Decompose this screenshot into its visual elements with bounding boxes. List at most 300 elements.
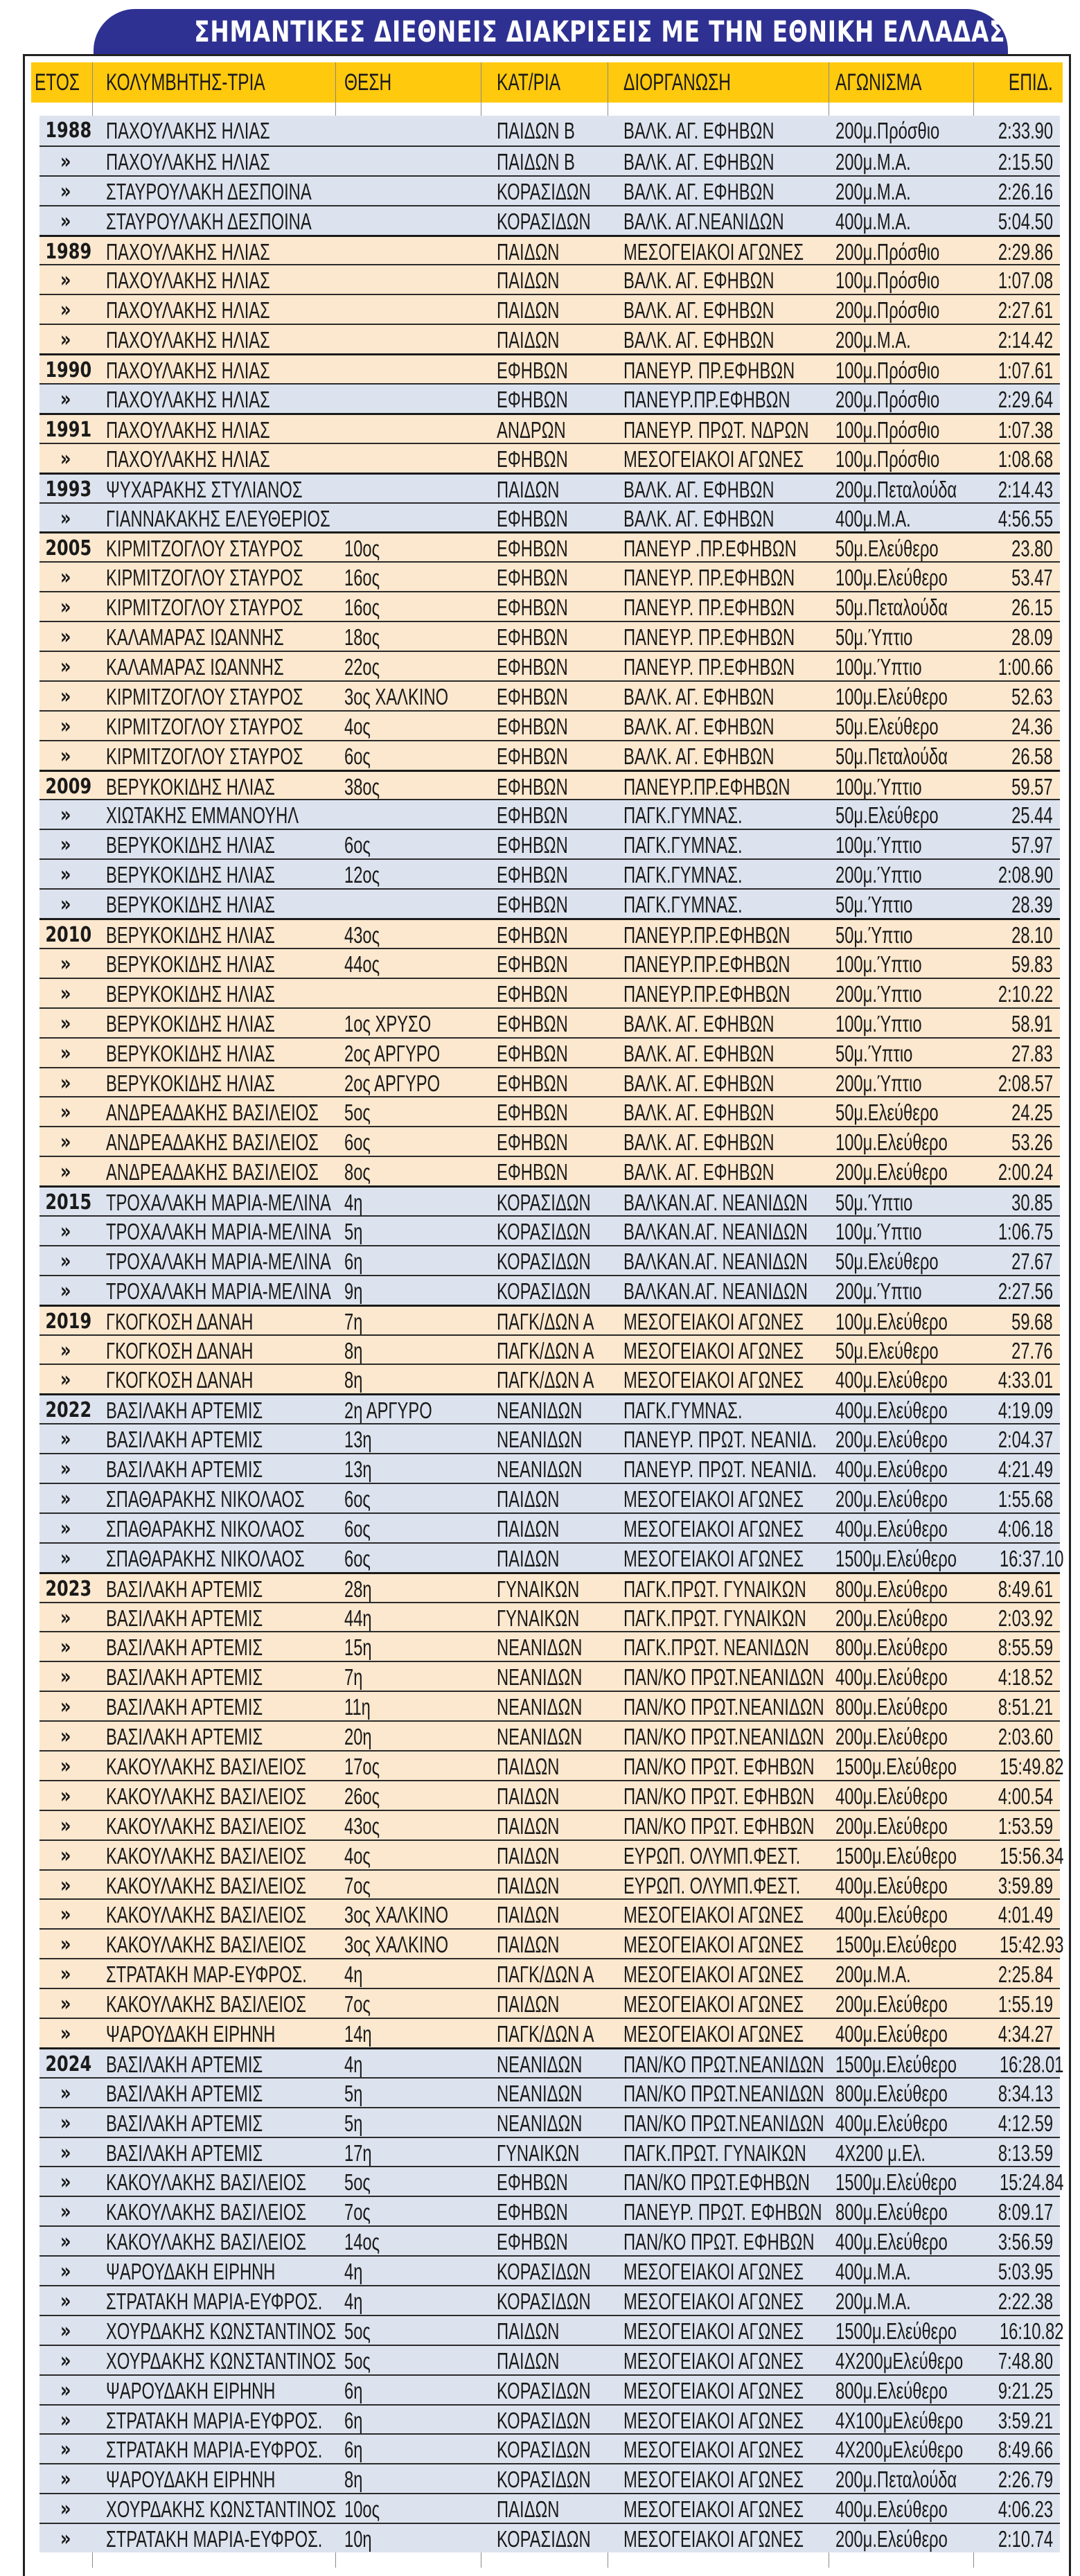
position-cell: 17η xyxy=(344,2140,372,2166)
event-cell: 4Χ200μΕλεύθερο xyxy=(835,2347,964,2374)
category-cell: ΕΦΗΒΩΝ xyxy=(497,445,568,472)
position-cell xyxy=(344,116,483,144)
category-cell: ΚΟΡΑΣΙΔΩΝ xyxy=(497,2467,591,2493)
event-cell: 1500μ.Ελεύθερο xyxy=(835,2051,957,2077)
year-cell: » xyxy=(60,298,71,323)
event-cell: 50μ.Ύπτιο xyxy=(835,1040,913,1066)
organization-cell: ΠΑΝΕΥΡ. ΠΡ.ΕΦΗΒΩΝ xyxy=(623,654,795,680)
event-cell: 200μ.Ελεύθερο xyxy=(835,1159,948,1185)
organization-cell: ΒΑΛΚ. ΑΓ. ΕΦΗΒΩΝ xyxy=(623,743,774,769)
swimmer-cell: ΚΑΚΟΥΛΑΚΗΣ ΒΑΣΙΛΕΙΟΣ xyxy=(106,1932,307,1958)
organization-cell: ΠΑΝΕΥΡ. ΠΡΩΤ. ΝΕΑΝΙΔ. xyxy=(623,1456,817,1483)
event-cell: 100μ.Πρόσθιο xyxy=(835,445,940,472)
event-cell: 400μ.Ελεύθερο xyxy=(835,1456,948,1483)
position-cell: 11η xyxy=(344,1694,371,1720)
organization-cell: ΠΑΓΚ.ΓΥΜΝΑΣ. xyxy=(623,832,743,858)
time-cell: 28.10 xyxy=(1011,922,1053,949)
event-cell: 400μ.Ελεύθερο xyxy=(835,1902,948,1928)
category-cell: ΕΦΗΒΩΝ xyxy=(497,536,568,562)
table-row xyxy=(39,1453,1060,1483)
event-cell: 400μ.Ελεύθερο xyxy=(835,1515,948,1542)
organization-cell: ΒΑΛΚ. ΑΓ. ΕΦΗΒΩΝ xyxy=(623,148,774,175)
header-position: ΘΕΣΗ xyxy=(344,69,392,96)
position-cell: 6η xyxy=(344,2407,363,2433)
table-row xyxy=(39,2018,1060,2047)
year-cell: » xyxy=(60,328,71,353)
table-row xyxy=(39,1393,1060,1423)
table-row xyxy=(39,1572,1060,1602)
time-cell: 26.58 xyxy=(1011,743,1053,769)
swimmer-cell: ΒΕΡΥΚΟΚΙΔΗΣ ΗΛΙΑΣ xyxy=(106,832,275,858)
position-cell: 6ος xyxy=(344,1545,371,1571)
swimmer-cell: ΒΕΡΥΚΟΚΙΔΗΣ ΗΛΙΑΣ xyxy=(106,1040,275,1066)
event-cell: 400μ.Μ.Α. xyxy=(835,505,911,531)
table-row xyxy=(39,1780,1060,1810)
table-row xyxy=(39,205,1060,235)
year-cell: » xyxy=(60,951,71,976)
time-cell: 2:25.84 xyxy=(998,1961,1053,1988)
category-cell: ΠΑΙΔΩΝ xyxy=(497,1753,560,1779)
time-cell: 2:10.74 xyxy=(998,2526,1053,2552)
event-cell: 4Χ100μΕλεύθερο xyxy=(835,2407,964,2433)
organization-cell: ΠΑΝ/ΚΟ ΠΡΩΤ. ΕΦΗΒΩΝ xyxy=(623,1753,815,1779)
event-cell: 200μ.Πρόσθιο xyxy=(835,297,940,324)
table-row xyxy=(39,1305,1060,1334)
position-cell: 9η xyxy=(344,1278,363,1304)
position-cell: 2η ΑΡΓΥΡΟ xyxy=(344,1397,432,1424)
category-cell: ΕΦΗΒΩΝ xyxy=(497,594,568,621)
event-cell: 50μ.Ύπτιο xyxy=(835,1190,913,1216)
category-cell: ΚΟΡΑΣΙΔΩΝ xyxy=(497,2259,591,2285)
position-cell xyxy=(344,444,483,473)
time-cell: 5:03.95 xyxy=(998,2259,1053,2285)
organization-cell: ΠΑΝ/ΚΟ ΠΡΩΤ.ΝΕΑΝΙΔΩΝ xyxy=(623,2080,824,2106)
organization-cell: ΒΑΛΚ. ΑΓ. ΕΦΗΒΩΝ xyxy=(623,178,774,204)
swimmer-cell: ΒΑΣΙΛΑΚΗ ΑΡΤΕΜΙΣ xyxy=(106,1427,263,1453)
position-cell: 13η xyxy=(344,1427,372,1453)
position-cell xyxy=(344,265,483,294)
table-row xyxy=(39,1512,1060,1542)
time-cell: 2:08.90 xyxy=(998,862,1053,888)
table-row xyxy=(39,264,1060,294)
category-cell: ΕΦΗΒΩΝ xyxy=(497,832,568,858)
position-cell: 5η xyxy=(344,1218,363,1244)
time-cell: 8:55.59 xyxy=(998,1634,1053,1661)
swimmer-cell: ΧΙΩΤΑΚΗΣ ΕΜΜΑΝΟΥΗΛ xyxy=(106,802,299,829)
table-row xyxy=(39,591,1060,621)
event-cell: 200μ.Ύπτιο xyxy=(835,1070,922,1096)
table-row xyxy=(39,1096,1060,1126)
organization-cell: ΠΑΝΕΥΡ.ΠΡ.ΕΦΗΒΩΝ xyxy=(623,951,790,977)
category-cell: ΕΦΗΒΩΝ xyxy=(497,1010,568,1036)
table-row xyxy=(39,2374,1060,2404)
swimmer-cell: ΒΑΣΙΛΑΚΗ ΑΡΤΕΜΙΣ xyxy=(106,1664,263,1691)
table-row xyxy=(39,2196,1060,2225)
category-cell: ΠΑΙΔΩΝ xyxy=(497,1545,560,1571)
swimmer-cell: ΣΤΑΥΡΟΥΛΑΚΗ ΔΕΣΠΟΙΝΑ xyxy=(106,178,312,204)
year-cell: » xyxy=(60,1249,71,1273)
swimmer-cell: ΒΕΡΥΚΟΚΙΔΗΣ ΗΛΙΑΣ xyxy=(106,922,275,949)
swimmer-cell: ΒΕΡΥΚΟΚΙΔΗΣ ΗΛΙΑΣ xyxy=(106,1070,275,1096)
swimmer-cell: ΚΑΛΑΜΑΡΑΣ ΙΩΑΝΝΗΣ xyxy=(106,654,284,680)
year-cell: » xyxy=(60,2408,71,2433)
event-cell: 1500μ.Ελεύθερο xyxy=(835,2169,957,2196)
time-cell: 2:22.38 xyxy=(998,2288,1053,2315)
year-cell: 1991 xyxy=(45,417,92,442)
swimmer-cell: ΣΤΡΑΤΑΚΗ ΜΑΡΙΑ-ΕΥΦΡΟΣ. xyxy=(106,2407,323,2433)
category-cell: ΕΦΗΒΩΝ xyxy=(497,922,568,949)
time-cell: 8:09.17 xyxy=(998,2199,1053,2225)
time-cell: 1:55.68 xyxy=(998,1485,1053,1512)
position-cell: 20η xyxy=(344,1724,372,1750)
time-cell: 4:01.49 xyxy=(998,1902,1053,1928)
organization-cell: ΒΑΛΚΑΝ.ΑΓ. ΝΕΑΝΙΔΩΝ xyxy=(623,1248,808,1274)
table-row xyxy=(39,858,1060,888)
organization-cell: ΠΑΝΕΥΡ .ΠΡ.ΕΦΗΒΩΝ xyxy=(623,536,797,562)
header-time: ΕΠΙΔ. xyxy=(1009,69,1053,96)
organization-cell: ΒΑΛΚ. ΑΓ. ΕΦΗΒΩΝ xyxy=(623,1010,774,1036)
event-cell: 200μ.Πρόσθιο xyxy=(835,387,940,413)
position-cell: 43ος xyxy=(344,922,380,949)
event-cell: 100μ.Πρόσθιο xyxy=(835,358,940,384)
position-cell: 38ος xyxy=(344,773,380,800)
organization-cell: ΠΑΝ/ΚΟ ΠΡΩΤ. ΕΦΗΒΩΝ xyxy=(623,2229,815,2255)
category-cell: ΕΦΗΒΩΝ xyxy=(497,505,568,531)
event-cell: 200μ.Ελεύθερο xyxy=(835,2526,948,2552)
category-cell: ΚΟΡΑΣΙΔΩΝ xyxy=(497,2526,591,2552)
swimmer-cell: ΒΕΡΥΚΟΚΙΔΗΣ ΗΛΙΑΣ xyxy=(106,773,275,800)
category-cell: ΝΕΑΝΙΔΩΝ xyxy=(497,2110,583,2136)
time-cell: 15:49.82 xyxy=(999,1753,1064,1779)
swimmer-cell: ΚΑΚΟΥΛΑΚΗΣ ΒΑΣΙΛΕΙΟΣ xyxy=(106,2199,307,2225)
event-cell: 100μ.Ελεύθερο xyxy=(835,683,948,709)
swimmer-cell: ΑΝΔΡΕΑΔΑΚΗΣ ΒΑΣΙΛΕΙΟΣ xyxy=(106,1100,319,1126)
event-cell: 50μ.Ύπτιο xyxy=(835,922,913,949)
table-row xyxy=(39,1275,1060,1305)
year-cell: » xyxy=(60,1100,71,1125)
position-cell xyxy=(344,147,483,175)
event-cell: 100μ.Ύπτιο xyxy=(835,1010,922,1036)
header-organization: ΔΙΟΡΓΑΝΩΣΗ xyxy=(623,69,731,96)
time-cell: 4:56.55 xyxy=(998,505,1053,531)
time-cell: 1:07.38 xyxy=(998,416,1053,443)
year-cell: 2010 xyxy=(45,923,92,948)
category-cell: ΕΦΗΒΩΝ xyxy=(497,802,568,829)
time-cell: 9:21.25 xyxy=(998,2377,1053,2403)
position-cell: 2ος ΑΡΓΥΡΟ xyxy=(344,1040,441,1066)
year-cell: » xyxy=(60,2378,71,2403)
year-cell: » xyxy=(60,625,71,650)
year-cell: 1990 xyxy=(45,358,92,383)
year-cell: » xyxy=(60,149,71,174)
organization-cell: ΠΑΝΕΥΡ. ΠΡ.ΕΦΗΒΩΝ xyxy=(623,624,795,651)
time-cell: 8:51.21 xyxy=(998,1694,1053,1720)
table-row xyxy=(39,443,1060,473)
category-cell: ΕΦΗΒΩΝ xyxy=(497,980,568,1007)
organization-cell: ΜΕΣΟΓΕΙΑΚΟΙ ΑΓΩΝΕΣ xyxy=(623,1515,804,1542)
time-cell: 16:37.10 xyxy=(999,1545,1064,1571)
time-cell: 2:27.56 xyxy=(998,1278,1053,1304)
category-cell: ΕΦΗΒΩΝ xyxy=(497,743,568,769)
organization-cell: ΒΑΛΚ. ΑΓ. ΕΦΗΒΩΝ xyxy=(623,118,774,143)
category-cell: ΚΟΡΑΣΙΔΩΝ xyxy=(497,1278,591,1304)
year-cell: » xyxy=(60,1368,71,1393)
table-row xyxy=(39,621,1060,651)
time-cell: 4:12.59 xyxy=(998,2110,1053,2136)
category-cell: ΝΕΑΝΙΔΩΝ xyxy=(497,2051,583,2077)
table-row xyxy=(39,1750,1064,1780)
position-cell: 7η xyxy=(344,1664,363,1691)
position-cell xyxy=(344,800,483,829)
table-row xyxy=(39,2404,1060,2434)
year-cell: » xyxy=(60,565,71,590)
table-row xyxy=(39,2433,1060,2463)
swimmer-cell: ΒΑΣΙΛΑΚΗ ΑΡΤΕΜΙΣ xyxy=(106,1456,263,1483)
category-cell: ΕΦΗΒΩΝ xyxy=(497,1129,568,1156)
category-cell: ΠΑΙΔΩΝ xyxy=(497,2318,560,2344)
position-cell: 44η xyxy=(344,1605,372,1631)
event-cell: 200μ.Ελεύθερο xyxy=(835,1812,948,1839)
table-row xyxy=(39,531,1060,561)
table-row xyxy=(39,2285,1060,2315)
position-cell: 4η xyxy=(344,2259,363,2285)
category-cell: ΕΦΗΒΩΝ xyxy=(497,654,568,680)
organization-cell: ΜΕΣΟΓΕΙΑΚΟΙ ΑΓΩΝΕΣ xyxy=(623,2496,804,2523)
year-cell: 2024 xyxy=(45,2052,92,2076)
organization-cell: ΠΑΝΕΥΡ.ΠΡ.ΕΦΗΒΩΝ xyxy=(623,980,790,1007)
position-cell: 7ος xyxy=(344,1991,371,2018)
organization-cell: ΠΑΓΚ.ΓΥΜΝΑΣ. xyxy=(623,1397,743,1424)
year-cell: 1989 xyxy=(45,239,92,264)
organization-cell: ΠΑΓΚ.ΓΥΜΝΑΣ. xyxy=(623,892,743,918)
organization-cell: ΠΑΝΕΥΡ. ΠΡΩΤ. ΝΕΑΝΙΔ. xyxy=(623,1427,817,1453)
time-cell: 27.83 xyxy=(1011,1040,1053,1066)
year-cell: » xyxy=(60,1338,71,1363)
event-cell: 50μ.Πεταλούδα xyxy=(835,743,948,769)
swimmer-cell: ΚΙΡΜΙΤΖΟΓΛΟΥ ΣΤΑΥΡΟΣ xyxy=(106,594,303,621)
organization-cell: ΒΑΛΚ. ΑΓ. ΕΦΗΒΩΝ xyxy=(623,327,774,353)
table-row xyxy=(39,1126,1060,1156)
swimmer-cell: ΣΠΑΘΑΡΑΚΗΣ ΝΙΚΟΛΑΟΣ xyxy=(106,1545,305,1571)
position-cell: 18ος xyxy=(344,624,380,651)
position-cell xyxy=(344,177,483,205)
time-cell: 23.80 xyxy=(1011,536,1053,562)
time-cell: 26.15 xyxy=(1011,594,1053,621)
time-cell: 1:07.08 xyxy=(998,267,1053,294)
organization-cell: ΜΕΣΟΓΕΙΑΚΟΙ ΑΓΩΝΕΣ xyxy=(623,1485,804,1512)
year-cell: » xyxy=(60,1932,71,1957)
swimmer-cell: ΚΑΚΟΥΛΑΚΗΣ ΒΑΣΙΛΕΙΟΣ xyxy=(106,1753,307,1779)
category-cell: ΝΕΑΝΙΔΩΝ xyxy=(497,1664,583,1691)
position-cell xyxy=(344,890,483,918)
organization-cell: ΠΑΓΚ.ΠΡΩΤ. ΓΥΝΑΙΚΩΝ xyxy=(623,1576,806,1602)
year-cell: » xyxy=(60,714,71,739)
position-cell: 1ος ΧΡΥΣΟ xyxy=(344,1010,432,1036)
position-cell: 4η xyxy=(344,1961,363,1988)
position-cell: 3ος ΧΑΛΚΙΝΟ xyxy=(344,1902,449,1928)
swimmer-cell: ΣΤΡΑΤΑΚΗ ΜΑΡΙΑ-ΕΥΦΡΟΣ. xyxy=(106,2288,323,2315)
organization-cell: ΠΑΝΕΥΡ. ΠΡ.ΕΦΗΒΩΝ xyxy=(623,565,795,591)
event-cell: 4Χ200 μ.Ελ. xyxy=(835,2140,926,2166)
table-row xyxy=(39,1245,1060,1275)
swimmer-cell: ΠΑΧΟΥΛΑΚΗΣ ΗΛΙΑΣ xyxy=(106,445,270,472)
year-cell: » xyxy=(60,268,71,293)
category-cell: ΠΑΙΔΩΝ Β xyxy=(497,118,575,143)
position-cell: 26ος xyxy=(344,1783,380,1809)
category-cell: ΕΦΗΒΩΝ xyxy=(497,1070,568,1096)
year-cell: » xyxy=(60,1695,71,1720)
year-cell: » xyxy=(60,446,71,471)
time-cell: 1:08.68 xyxy=(998,445,1053,472)
swimmer-cell: ΣΤΡΑΤΑΚΗ ΜΑΡ-ΕΥΦΡΟΣ. xyxy=(106,1961,307,1988)
year-cell: » xyxy=(60,2259,71,2284)
event-cell: 200μ.Πρόσθιο xyxy=(835,238,940,265)
time-cell: 4:00.54 xyxy=(998,1783,1053,1809)
table-row xyxy=(39,2077,1060,2107)
year-cell: » xyxy=(60,2289,71,2314)
time-cell: 59.57 xyxy=(1011,773,1053,800)
position-cell xyxy=(344,979,483,1007)
category-cell: ΠΑΙΔΩΝ xyxy=(497,1872,560,1898)
category-cell: ΝΕΑΝΙΔΩΝ xyxy=(497,1694,583,1720)
table-row xyxy=(39,888,1060,918)
results-table-body xyxy=(39,116,1064,2552)
category-cell: ΠΑΙΔΩΝ xyxy=(497,238,560,265)
swimmer-cell: ΚΙΡΜΙΤΖΟΓΛΟΥ ΣΤΑΥΡΟΣ xyxy=(106,683,303,709)
category-cell: ΕΦΗΒΩΝ xyxy=(497,387,568,413)
category-cell: ΝΕΑΝΙΔΩΝ xyxy=(497,1724,583,1750)
event-cell: 200μ.Ύπτιο xyxy=(835,1278,922,1304)
position-cell xyxy=(344,475,483,503)
category-cell: ΕΦΗΒΩΝ xyxy=(497,2229,568,2255)
organization-cell: ΒΑΛΚ. ΑΓ. ΕΦΗΒΩΝ xyxy=(623,1100,774,1126)
year-cell: 2022 xyxy=(45,1398,92,1423)
header-event: ΑΓΩΝΙΣΜΑ xyxy=(835,69,922,96)
time-cell: 1:07.61 xyxy=(998,358,1053,384)
time-cell: 4:21.49 xyxy=(998,1456,1053,1483)
time-cell: 2:27.61 xyxy=(998,297,1053,324)
category-cell: ΓΥΝΑΙΚΩΝ xyxy=(497,1605,580,1631)
year-cell: 1988 xyxy=(45,118,92,143)
event-cell: 200μ.Ελεύθερο xyxy=(835,1724,948,1750)
table-row xyxy=(39,235,1060,265)
swimmer-cell: ΨΑΡΟΥΔΑΚΗ ΕΙΡΗΝΗ xyxy=(106,2377,276,2403)
event-cell: 200μ.Ελεύθερο xyxy=(835,1991,948,2018)
organization-cell: ΠΑΝ/ΚΟ ΠΡΩΤ.ΕΦΗΒΩΝ xyxy=(623,2169,810,2196)
time-cell: 57.97 xyxy=(1011,832,1053,858)
position-cell: 5ος xyxy=(344,2318,371,2344)
position-cell: 17ος xyxy=(344,1753,380,1779)
table-row xyxy=(39,1928,1064,1958)
category-cell: ΠΑΙΔΩΝ xyxy=(497,1783,560,1809)
category-cell: ΚΟΡΑΣΙΔΩΝ xyxy=(497,208,591,234)
time-cell: 8:49.66 xyxy=(998,2437,1053,2463)
position-cell: 16ος xyxy=(344,565,380,591)
year-cell: » xyxy=(60,2022,71,2046)
year-cell: 1993 xyxy=(45,477,92,502)
swimmer-cell: ΚΑΚΟΥΛΑΚΗΣ ΒΑΣΙΛΕΙΟΣ xyxy=(106,1872,307,1898)
category-cell: ΠΑΙΔΩΝ xyxy=(497,267,560,294)
organization-cell: ΠΑΝ/ΚΟ ΠΡΩΤ. ΕΦΗΒΩΝ xyxy=(623,1812,815,1839)
year-cell: » xyxy=(60,1962,71,1987)
time-cell: 2:29.86 xyxy=(998,238,1053,265)
category-cell: ΚΟΡΑΣΙΔΩΝ xyxy=(497,1218,591,1244)
position-cell: 7η xyxy=(344,1308,363,1334)
table-row xyxy=(39,1691,1060,1720)
category-cell: ΝΕΑΝΙΔΩΝ xyxy=(497,2080,583,2106)
event-cell: 1500μ.Ελεύθερο xyxy=(835,1842,957,1869)
time-cell: 1:06.75 xyxy=(998,1218,1053,1244)
category-cell: ΓΥΝΑΙΚΩΝ xyxy=(497,2140,580,2166)
position-cell: 6η xyxy=(344,1248,363,1274)
time-cell: 15:42.93 xyxy=(999,1932,1064,1958)
swimmer-cell: ΣΤΑΥΡΟΥΛΑΚΗ ΔΕΣΠΟΙΝΑ xyxy=(106,208,312,234)
year-cell: » xyxy=(60,1843,71,1868)
year-cell: » xyxy=(60,863,71,888)
year-cell: » xyxy=(60,1278,71,1303)
organization-cell: ΠΑΝ/ΚΟ ΠΡΩΤ. ΕΦΗΒΩΝ xyxy=(623,1783,815,1809)
year-cell: » xyxy=(60,1160,71,1185)
category-cell: ΕΦΗΒΩΝ xyxy=(497,773,568,800)
table-row xyxy=(39,1661,1060,1691)
organization-cell: ΒΑΛΚΑΝ.ΑΓ. ΝΕΑΝΙΔΩΝ xyxy=(623,1278,808,1304)
organization-cell: ΠΑΝΕΥΡ. ΠΡ.ΕΦΗΒΩΝ xyxy=(623,358,795,384)
position-cell xyxy=(344,237,483,265)
time-cell: 4:06.18 xyxy=(998,1515,1053,1542)
category-cell: ΕΦΗΒΩΝ xyxy=(497,683,568,709)
position-cell: 4η xyxy=(344,1190,363,1216)
swimmer-cell: ΒΑΣΙΛΑΚΗ ΑΡΤΕΜΙΣ xyxy=(106,1694,263,1720)
year-cell: » xyxy=(60,1219,71,1244)
swimmer-cell: ΨΥΧΑΡΑΚΗΣ ΣΤΥΛΙΑΝΟΣ xyxy=(106,476,303,502)
event-cell: 200μ.Πρόσθιο xyxy=(835,118,940,143)
event-cell: 200μ.Ελεύθερο xyxy=(835,1605,948,1631)
position-cell xyxy=(344,206,483,235)
table-row xyxy=(39,1215,1060,1245)
time-cell: 53.26 xyxy=(1011,1129,1053,1156)
time-cell: 2:00.24 xyxy=(998,1159,1053,1185)
organization-cell: ΠΑΓΚ.ΠΡΩΤ. ΝΕΑΝΙΔΩΝ xyxy=(623,1634,809,1661)
position-cell: 6ος xyxy=(344,1485,371,1512)
year-cell: » xyxy=(60,2527,71,2552)
table-row xyxy=(39,2107,1060,2137)
year-cell: » xyxy=(60,2497,71,2522)
swimmer-cell: ΚΑΚΟΥΛΑΚΗΣ ΒΑΣΙΛΕΙΟΣ xyxy=(106,1783,307,1809)
year-cell: » xyxy=(60,1724,71,1749)
swimmer-cell: ΚΑΛΑΜΑΡΑΣ ΙΩΑΝΝΗΣ xyxy=(106,624,284,651)
time-cell: 4:34.27 xyxy=(998,2021,1053,2047)
event-cell: 1500μ.Ελεύθερο xyxy=(835,1753,957,1779)
category-cell: ΠΑΙΔΩΝ xyxy=(497,2347,560,2374)
table-row xyxy=(39,2137,1060,2167)
category-cell: ΚΟΡΑΣΙΔΩΝ xyxy=(497,178,591,204)
header-category: ΚΑΤ/ΡΙΑ xyxy=(497,69,561,96)
organization-cell: ΜΕΣΟΓΕΙΑΚΟΙ ΑΓΩΝΕΣ xyxy=(623,2318,804,2344)
organization-cell: ΠΑΓΚ.ΠΡΩΤ. ΓΥΝΑΙΚΩΝ xyxy=(623,2140,806,2166)
page-title: ΣΗΜΑΝΤΙΚΕΣ ΔΙΕΘΝΕΙΣ ΔΙΑΚΡΙΣΕΙΣ ΜΕ ΤΗΝ ΕΘΝΙΚΗ ΕΛΛΑΔΑΣ xyxy=(194,15,1006,48)
position-cell: 4ος xyxy=(344,1842,371,1869)
event-cell: 200μ.Ελεύθερο xyxy=(835,1427,948,1453)
event-cell: 800μ.Ελεύθερο xyxy=(835,2199,948,2225)
time-cell: 24.36 xyxy=(1011,713,1053,739)
category-cell: ΕΦΗΒΩΝ xyxy=(497,2199,568,2225)
position-cell: 6η xyxy=(344,2377,363,2403)
table-row xyxy=(39,413,1060,443)
year-cell: » xyxy=(60,506,71,531)
position-cell: 5ος xyxy=(344,2169,371,2196)
event-cell: 200μ.Ύπτιο xyxy=(835,980,922,1007)
category-cell: ΕΦΗΒΩΝ xyxy=(497,1040,568,1066)
